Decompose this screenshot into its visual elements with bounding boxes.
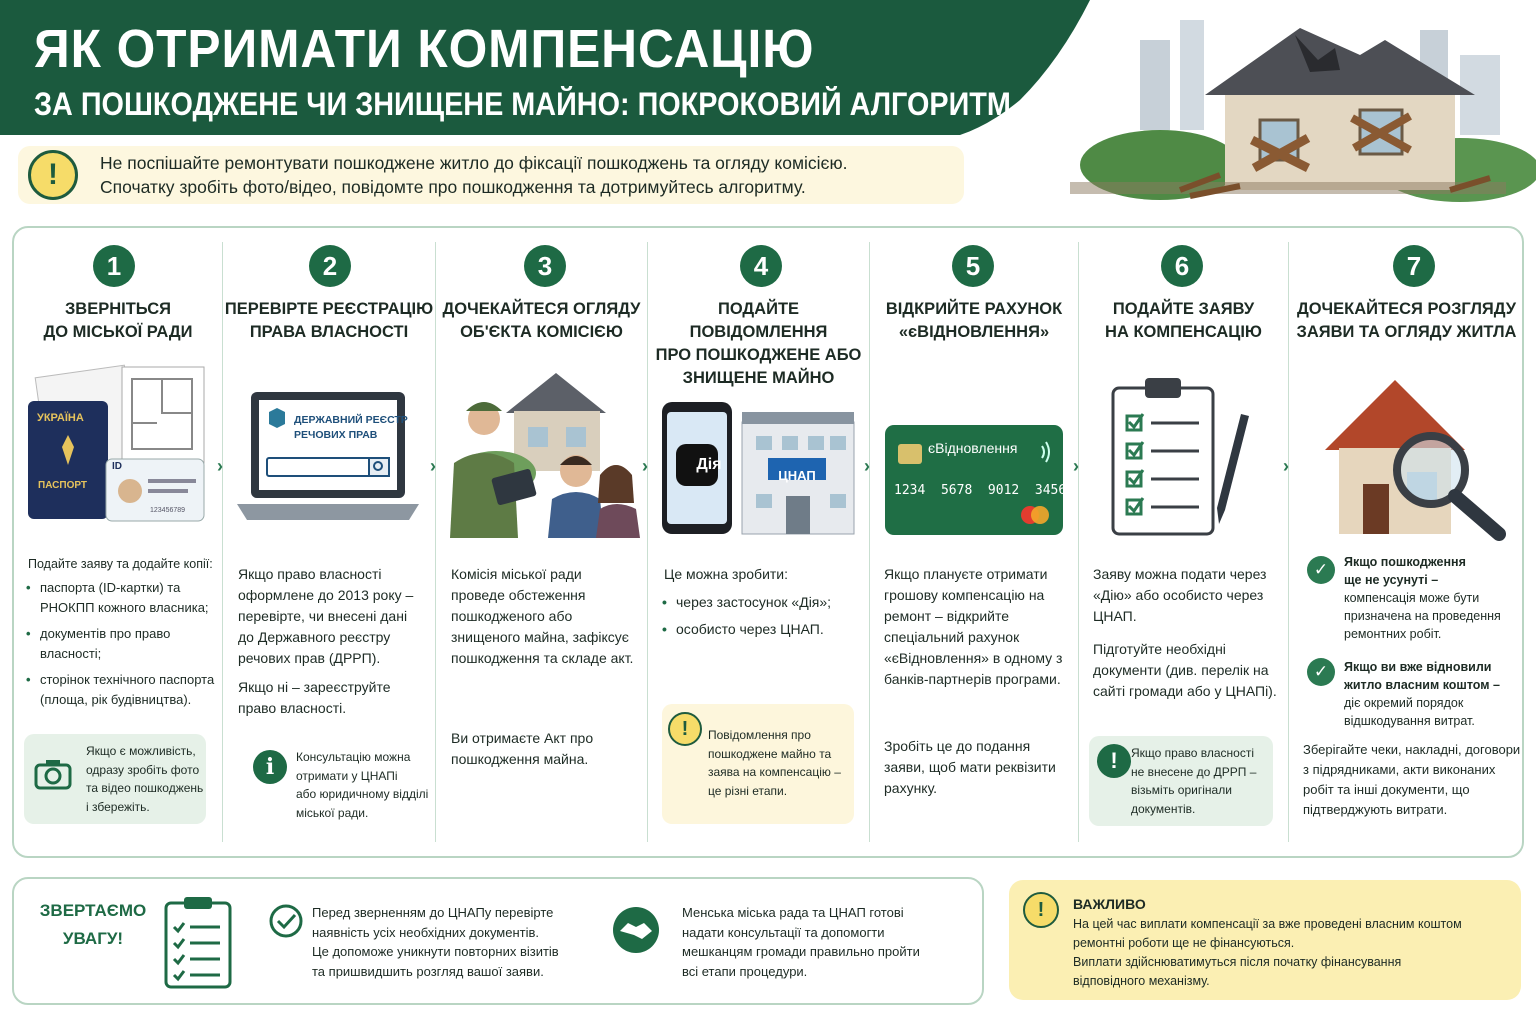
warning-banner [18,146,964,204]
list-item: • сторінок технічного паспорта (площа, рік будівництва). [26,670,216,710]
house-inspection-illustration [1319,374,1514,544]
step-title: ДОЧЕКАЙТЕСЯ ОГЛЯДУ ОБ'ЄКТА КОМІСІЄЮ [442,300,641,341]
step-2 [223,228,435,856]
diia-app-logo: Дія [696,456,722,473]
page-subtitle: ЗА ПОШКОДЖЕНЕ ЧИ ЗНИЩЕНЕ МАЙНО: ПОКРОКОВИЙ АЛГОРИТМ [34,86,1011,122]
clipboard-icon [162,893,234,991]
handshake-icon [606,905,666,955]
exclamation-icon: ! [1023,892,1059,928]
step-6 [1079,228,1288,856]
exclamation-icon: ! [28,150,78,200]
step-title: ДОЧЕКАЙТЕСЯ РОЗГЛЯДУ ЗАЯВИ ТА ОГЛЯДУ ЖИТЛА [1296,300,1517,341]
attention-title: ЗВЕРТАЄМО УВАГУ! [39,901,147,948]
list-item: • паспорта (ID-картки) та РНОКПП кожного власника; [26,578,216,618]
stages-warning: ! Повідомлення про пошкоджене майно та заява на компенсацію – це різні етапи. [662,704,854,824]
id-card-number: 123456789 [150,507,186,514]
list-item: • через застосунок «Дія»; [662,592,852,613]
step-number: 4 [740,245,782,287]
step-number: 3 [524,245,566,287]
exclamation-icon: ! [668,712,702,746]
required-documents-list [26,578,216,716]
list-item: • документів про право власності; [26,624,216,664]
commission-result: Ви отримаєте Акт про пошкодження майна. [451,730,594,767]
check-circle-icon: ✓ [1307,556,1335,584]
consultation-offer: Менська міська рада та ЦНАП готові надати консультації та допомогти мешканцям громади правильно пройти всі етапи процедури. [682,905,920,979]
attention-panel [12,877,984,1005]
chevron-right-icon: › [217,456,223,476]
card-brand: єВідновлення [928,440,1018,456]
registry-logo-text: ДЕРЖАВНИЙ РЕЄСТР РЕЧОВИХ ПРАВ [294,414,408,441]
step-title: ПОДАЙТЕ ПОВІДОМЛЕННЯ ПРО ПОШКОДЖЕНЕ АБО ЗНИЩЕНЕ МАЙНО [655,300,862,387]
passport-label: ПАСПОРТ [38,480,87,491]
step-number: 1 [93,245,135,287]
case-not-repaired: Якщо пошкодження ще не усунуті – компенсація може бути призначена на проведення ремонтних робіт. [1344,555,1501,641]
account-instructions: Якщо плануєте отримати грошову компенсацію на ремонт – відкрийте спеціальний рахунок «єВідновлення» в одному з банків-партнерів програми. [884,566,1063,687]
chevron-right-icon: › [1283,456,1289,476]
submission-methods-list [662,592,852,646]
documents-preparation: Підготуйте необхідні документи (див. перелік на сайті громади або у ЦНАПі). [1093,641,1277,699]
registry-action: Якщо ні – зареєструйте право власності. [238,679,391,716]
account-timing: Зробіть це до подання заяви, щоб мати реквізити рахунку. [884,738,1056,796]
check-circle-icon [268,903,304,939]
commission-inspection-illustration [436,363,646,538]
step-intro: Подайте заяву та додайте копії: [28,557,213,571]
step-title: ПЕРЕВІРТЕ РЕЄСТРАЦІЮ ПРАВА ВЛАСНОСТІ [224,300,434,341]
steps-panel [12,226,1524,858]
list-item: • особисто через ЦНАП. [662,619,852,640]
step-4 [648,228,869,856]
chevron-right-icon: › [864,456,870,476]
step-title: ЗВЕРНІТЬСЯ ДО МІСЬКОЇ РАДИ [43,300,193,341]
documents-check-tip: Перед зверненням до ЦНАПу перевірте наявність усіх необхідних документів. Це допоможе уникнути повторних візитів та пришвидшить розгляд вашої заяви. [312,905,559,979]
step-3 [436,228,647,856]
clipboard-checklist-illustration [1109,374,1259,538]
originals-tip: ! Якщо право власності не внесене до ДРРП – візьміть оригінали документів. [1089,736,1273,826]
keep-receipts-note: Зберігайте чеки, накладні, договори з підрядниками, акти виконаних робіт та інші документи, що підтверджують витрати. [1303,742,1521,817]
step-number: 5 [952,245,994,287]
important-title: ВАЖЛИВО [1073,896,1146,912]
chevron-right-icon: › [1073,456,1079,476]
card-number: 1234 5678 9012 3456 [894,483,1067,498]
important-text: На цей час виплати компенсації за вже проведені власним коштом ремонтні роботи ще не фінансуються. Виплати здійснюватимуться після початку фінансування відповідного механізму. [1073,917,1462,988]
application-methods: Заяву можна подати через «Дію» або особисто через ЦНАП. [1093,566,1267,624]
step-7 [1289,228,1524,856]
commission-description: Комісія міської ради проведе обстеження пошкодженого або знищеного майна, зафіксує пошкодження та складе акт. [451,566,634,666]
step-number: 7 [1393,245,1435,287]
registry-instructions: Якщо право власності оформлене до 2013 року – перевірте, чи внесені дані до Державного реєстру речових прав (ДРРП). [238,566,414,666]
warning-text: Не поспішайте ремонтувати пошкоджене житло до фіксації пошкоджень та огляду комісією. Спочатку зробіть фото/відео, повідомте про пошкодження та дотримуйтесь алгоритму. [100,153,848,197]
cnap-sign: ЦНАП [778,468,816,483]
photo-tip: Якщо є можливість, одразу зробіть фото та відео пошкоджень і збережіть. [24,734,206,824]
laptop-illustration [233,388,423,530]
check-circle-icon: ✓ [1307,658,1335,686]
important-notice [1009,880,1521,1000]
step-1 [14,228,222,856]
step-5 [870,228,1078,856]
chevron-right-icon: › [430,456,436,476]
step-title: ПОДАЙТЕ ЗАЯВУ НА КОМПЕНСАЦІЮ [1105,300,1262,341]
step-title: ВІДКРИЙТЕ РАХУНОК «єВІДНОВЛЕННЯ» [885,300,1063,341]
consultation-tip: i Консультацію можна отримати у ЦНАПі або юридичному відділі міської ради. [241,742,431,828]
info-icon: i [253,750,287,784]
step-intro: Це можна зробити: [664,566,789,582]
camera-icon [34,758,72,790]
passport-country: УКРАЇНА [37,412,84,424]
step-number: 2 [309,245,351,287]
chevron-right-icon: › [642,456,648,476]
id-card-label: ID [112,461,122,472]
case-already-repaired: Якщо ви вже відновили житло власним коштом – діє окремий порядок відшкодування витрат. [1344,660,1500,728]
exclamation-icon: ! [1097,744,1131,778]
page-title: ЯК ОТРИМАТИ КОМПЕНСАЦІЮ [34,19,815,79]
step-number: 6 [1161,245,1203,287]
damaged-house-illustration [1040,0,1536,215]
